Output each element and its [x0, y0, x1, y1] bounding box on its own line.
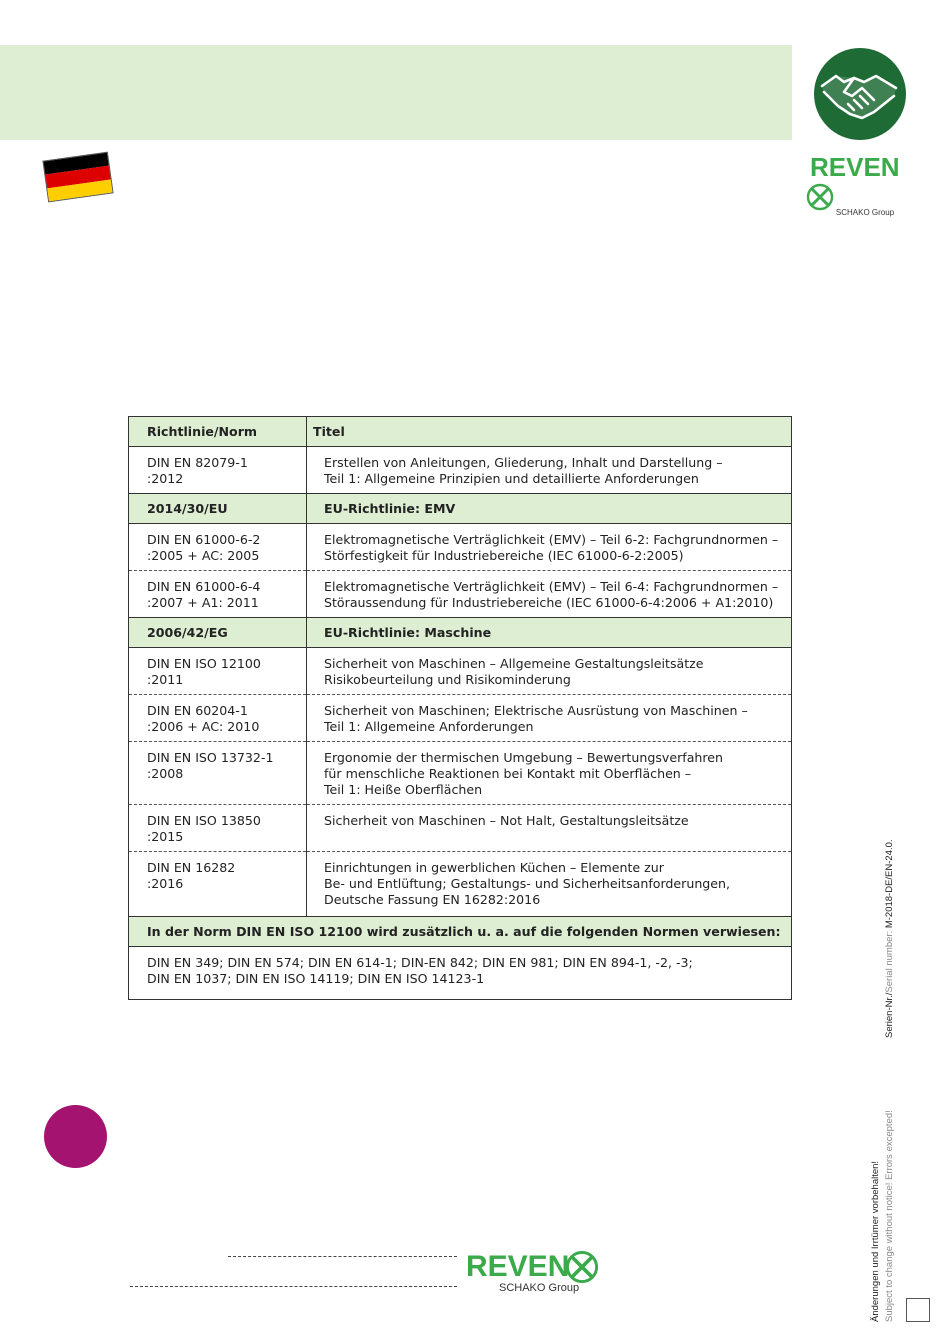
- directive-code: 2014/30/EU: [147, 501, 228, 516]
- brand-name: REVEN: [810, 152, 900, 182]
- reference-heading: In der Norm DIN EN ISO 12100 wird zusätzlich u. a. auf die folgenden Normen verwiesen:: [147, 924, 781, 939]
- directive-title: EU-Richtlinie: EMV: [324, 501, 456, 516]
- brand-x-icon: [806, 183, 834, 211]
- directive-row-maschine: [129, 618, 792, 648]
- changes-notice-en: Subject to change without notice! Errors excepted!: [884, 1110, 895, 1322]
- header-norm: Richtlinie/Norm: [147, 424, 258, 439]
- serial-number: Serien-Nr./Serial number: M-2018-DE/EN-24.0.: [884, 839, 895, 1038]
- reference-row: [129, 947, 792, 1000]
- handshake-logo: [814, 48, 906, 140]
- table-row: DIN EN 60204-1 :2006 + AC: 2010 Sicherheit von Maschinen; Elektrische Ausrüstung von Maschinen – Teil 1: Allgemeine Anforderungen: [129, 695, 792, 742]
- table-row: DIN EN 16282 :2016 Einrichtungen in gewerblichen Küchen – Elemente zur Be- und Entlüftung; Gestaltungs- und Sicherheitsanforderungen, Deutsche Fassung EN 16282:2016: [129, 852, 792, 917]
- brand-group: SCHAKO Group: [835, 208, 895, 217]
- brand-logo-bottom: [466, 1250, 616, 1294]
- handshake-icon: [814, 48, 906, 140]
- directive-row-emv: [129, 494, 792, 524]
- directive-code: 2006/42/EG: [147, 625, 228, 640]
- reference-heading-row: [129, 917, 792, 947]
- signature-line-1: [228, 1256, 457, 1257]
- table-row: DIN EN ISO 13732-1 :2008 Ergonomie der thermischen Umgebung – Bewertungsverfahren für menschliche Reaktionen bei Kontakt mit Oberflächen – Teil 1: Heiße Oberflächen: [129, 742, 792, 805]
- brand-group: SCHAKO Group: [499, 1282, 580, 1294]
- table-row: DIN EN ISO 13850 :2015 Sicherheit von Maschinen – Not Halt, Gestaltungsleitsätze: [129, 805, 792, 852]
- directive-title: EU-Richtlinie: Maschine: [324, 625, 492, 640]
- header-title: Titel: [313, 424, 345, 439]
- reference-line: DIN EN 349; DIN EN 574; DIN EN 614-1; DIN-EN 842; DIN EN 981; DIN EN 894-1, -2, -3;: [147, 955, 693, 970]
- german-flag: [42, 152, 113, 203]
- reference-line: DIN EN 1037; DIN EN ISO 14119; DIN EN ISO 14123-1: [147, 971, 485, 986]
- signature-line-2: [130, 1286, 457, 1287]
- header-band: [0, 45, 792, 140]
- brand-x-icon: [565, 1250, 599, 1284]
- table-row: DIN EN 82079-1 :2012 Erstellen von Anleitungen, Gliederung, Inhalt und Darstellung – Teil 1: Allgemeine Prinzipien und detaillierte Anforderungen: [129, 447, 792, 494]
- changes-notice-de: Änderungen und Irrtümer vorbehalten!: [870, 1160, 881, 1322]
- brand-name: REVEN: [466, 1250, 570, 1283]
- brand-logo-top: [810, 152, 910, 217]
- magenta-dot: [44, 1105, 107, 1168]
- standards-table: [128, 416, 792, 1000]
- table-row: DIN EN 61000-6-2 :2005 + AC: 2005 Elektromagnetische Verträglichkeit (EMV) – Teil 6-2: Fachgrundnormen – Störfestigkeit für Industriebereiche (IEC 61000-6-2:2005): [129, 524, 792, 571]
- page-number-box: [906, 1298, 930, 1322]
- table-header-row: [129, 417, 792, 447]
- table-row: DIN EN ISO 12100 :2011 Sicherheit von Maschinen – Allgemeine Gestaltungsleitsätze Risikobeurteilung und Risikominderung: [129, 648, 792, 695]
- table-row: DIN EN 61000-6-4 :2007 + A1: 2011 Elektromagnetische Verträglichkeit (EMV) – Teil 6-4: Fachgrundnormen – Störaussendung für Industriebereiche (IEC 61000-6-4:2006 + A1:2010): [129, 571, 792, 618]
